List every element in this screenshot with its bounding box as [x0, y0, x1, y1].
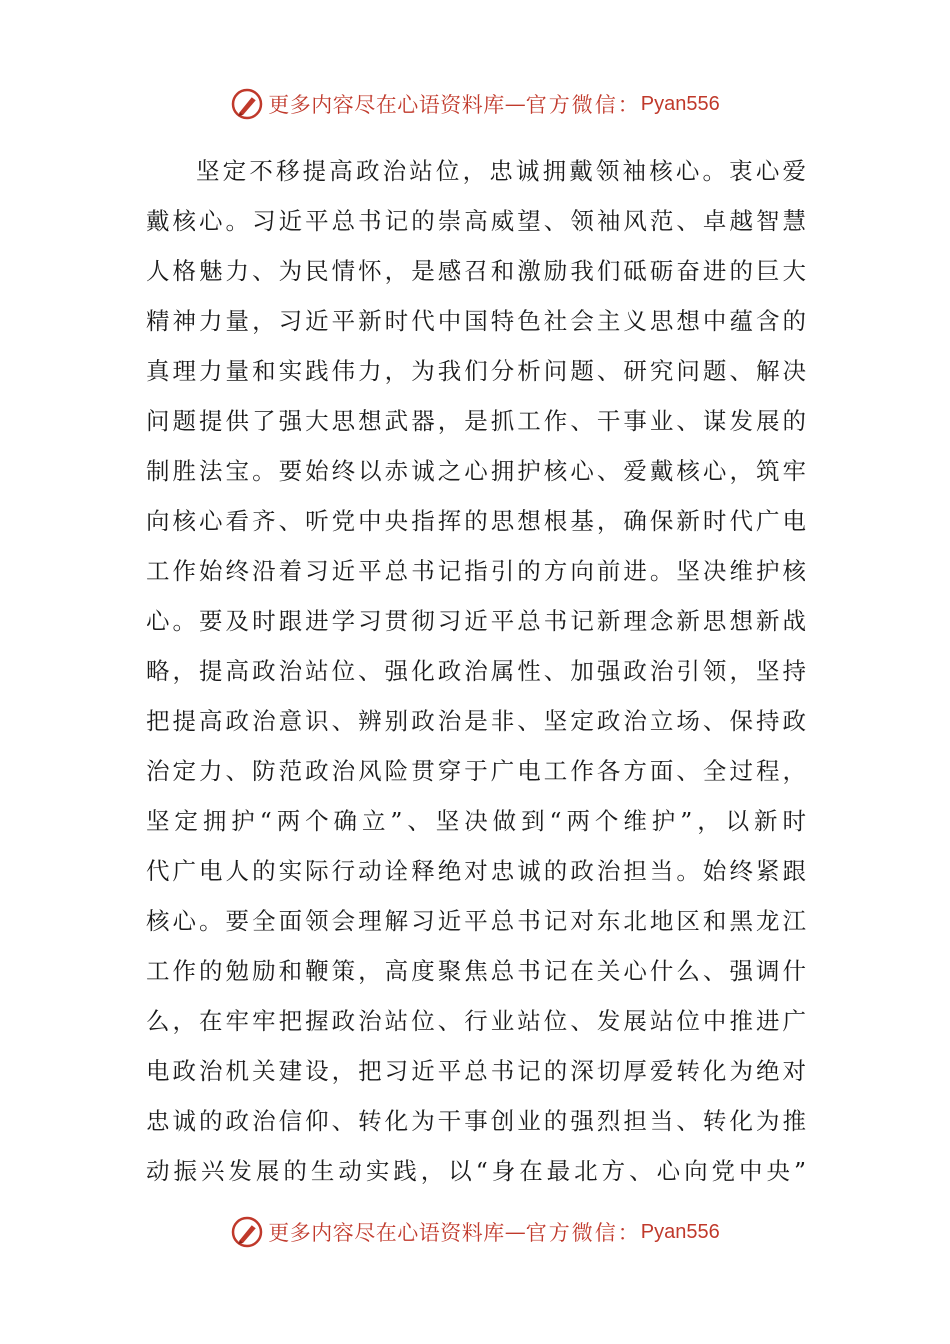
header-dash: —	[504, 92, 526, 116]
body-text	[146, 146, 806, 1196]
text-line: 工作的勉励和鞭策，高度聚焦总书记在关心什么、强调什	[146, 957, 806, 985]
text-line: 坚定不移提高政治站位，忠诚拥戴领袖核心。衷心爱	[196, 157, 806, 185]
header-wechat-id: Pyan556	[640, 92, 720, 115]
text-line: 把提高政治意识、辨别政治是非、坚定政治立场、保持政	[146, 707, 806, 735]
header-wechat-label: 官方微信：	[525, 93, 641, 117]
text-line: 心。要及时跟进学习贯彻习近平总书记新理念新思想新战	[146, 607, 806, 635]
footer-dash: —	[504, 1220, 526, 1244]
text-line: 向核心看齐、听党中央指挥的思想根基，确保新时代广电	[146, 507, 806, 535]
footer-wechat-id: Pyan556	[640, 1220, 720, 1243]
text-line: 电政治机关建设，把习近平总书记的深切厚爱转化为绝对	[146, 1057, 806, 1085]
pen-logo-icon	[230, 87, 264, 121]
header-site-name: 更多内容尽在心语资料库	[268, 93, 505, 117]
pen-logo-icon	[230, 1215, 264, 1249]
text-line: 工作始终沿着习近平总书记指引的方向前进。坚决维护核	[146, 557, 806, 585]
text-line: 精神力量，习近平新时代中国特色社会主义思想中蕴含的	[146, 307, 806, 335]
footer-site-name: 更多内容尽在心语资料库	[268, 1221, 505, 1245]
text-line: 制胜法宝。要始终以赤诚之心拥护核心、爱戴核心，筑牢	[146, 457, 806, 485]
text-line: 么，在牢牢把握政治站位、行业站位、发展站位中推进广	[146, 1007, 806, 1035]
text-line: 人格魅力、为民情怀，是感召和激励我们砥砺奋进的巨大	[146, 257, 806, 285]
text-line: 核心。要全面领会理解习近平总书记对东北地区和黑龙江	[146, 907, 806, 935]
footer-watermark	[0, 1212, 950, 1252]
text-line: 坚定拥护“两个确立”、坚决做到“两个维护”，以新时	[146, 807, 806, 835]
text-line: 代广电人的实际行动诠释绝对忠诚的政治担当。始终紧跟	[146, 857, 806, 885]
text-line: 忠诚的政治信仰、转化为干事创业的强烈担当、转化为推	[146, 1107, 806, 1135]
text-line: 真理力量和实践伟力，为我们分析问题、研究问题、解决	[146, 357, 806, 385]
text-line: 问题提供了强大思想武器，是抓工作、干事业、谋发展的	[146, 407, 806, 435]
text-line: 动振兴发展的生动实践，以“身在最北方、心向党中央”	[146, 1157, 806, 1185]
footer-wechat-label: 官方微信：	[525, 1221, 641, 1245]
text-line: 治定力、防范政治风险贯穿于广电工作各方面、全过程，	[146, 757, 806, 785]
text-line: 戴核心。习近平总书记的崇高威望、领袖风范、卓越智慧	[146, 207, 806, 235]
text-line: 略，提高政治站位、强化政治属性、加强政治引领，坚持	[146, 657, 806, 685]
header-watermark	[0, 84, 950, 124]
